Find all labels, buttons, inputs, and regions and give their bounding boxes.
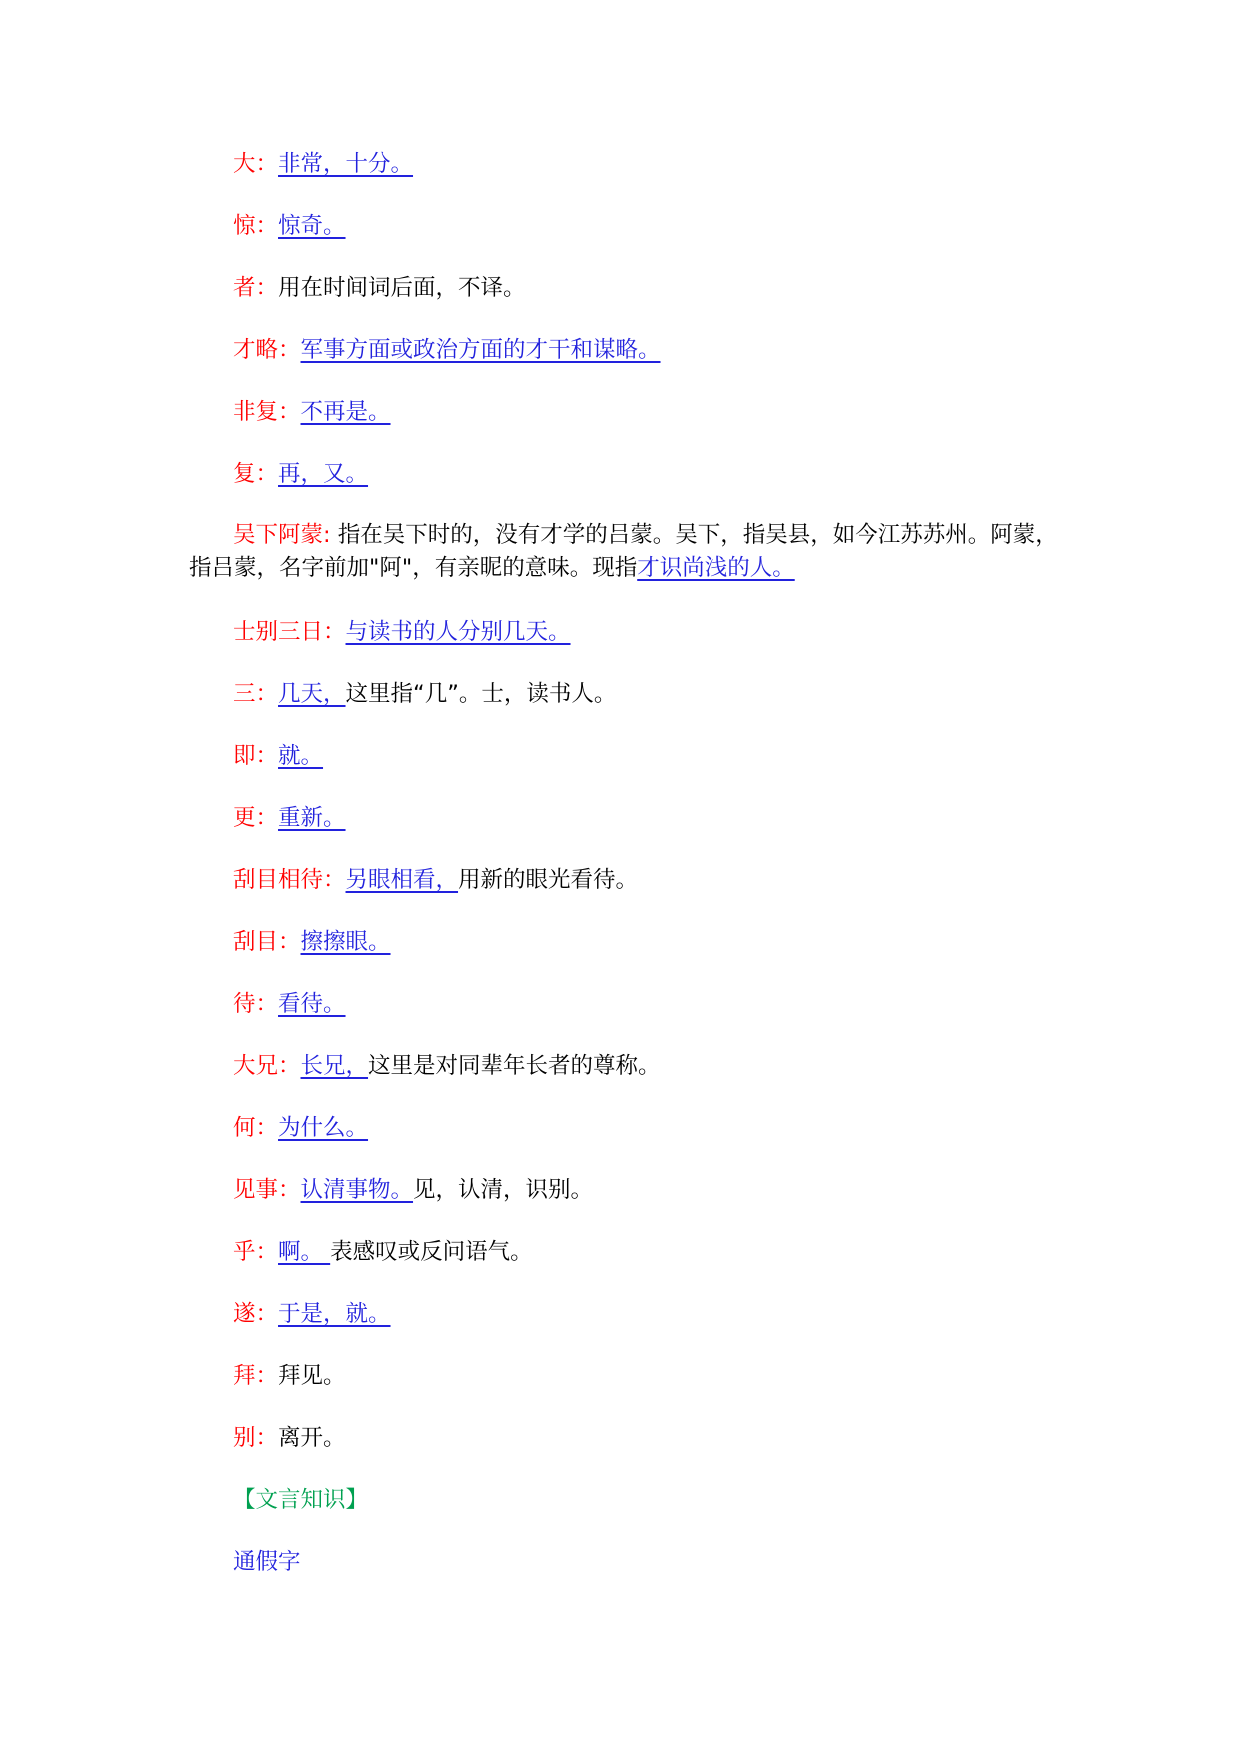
definition-link[interactable]: 军事方面或政治方面的才干和谋略。 <box>300 337 661 363</box>
term: 刮目： <box>233 929 301 955</box>
definition-text: 指在吴下时的，没有才学的吕蒙。吴下，指吴县，如今江苏苏州。阿蒙，指吕蒙，名字前加"阿"，有亲昵的意味。现指 <box>189 522 1058 581</box>
term: 士别三日： <box>233 619 346 645</box>
definition-text: 拜见。 <box>278 1363 346 1389</box>
definition-link[interactable]: 认清事物。 <box>300 1177 414 1203</box>
term: 待： <box>233 991 279 1017</box>
entry-wuxiameng <box>189 519 1069 585</box>
entry-sui <box>233 1298 391 1330</box>
term: 者： <box>233 275 279 301</box>
entry-jing <box>233 210 346 242</box>
definition-text: 离开。 <box>278 1425 346 1451</box>
term: 非复： <box>233 399 301 425</box>
entry-san <box>233 678 616 710</box>
term: 大兄： <box>233 1053 301 1079</box>
definition-link[interactable]: 长兄， <box>300 1053 369 1079</box>
term: 何： <box>233 1115 279 1141</box>
entry-cailue <box>233 334 661 366</box>
definition-link[interactable]: 就。 <box>278 743 324 769</box>
entry-shibiesanri <box>233 616 571 648</box>
term: 即： <box>233 743 279 769</box>
entry-zhe <box>233 272 526 304</box>
term: 大： <box>233 151 279 177</box>
term: 惊： <box>233 213 279 239</box>
definition-link[interactable]: 非常，十分。 <box>278 151 414 177</box>
definition-text: 这里指“几”。士，读书人。 <box>345 681 617 707</box>
definition-text: 用新的眼光看待。 <box>458 867 639 893</box>
definition-link[interactable]: 惊奇。 <box>278 213 346 239</box>
definition-text: 见，认清，识别。 <box>413 1177 594 1203</box>
section-heading: 【文言知识】 <box>233 1487 369 1513</box>
entry-fu <box>233 458 368 490</box>
term: 吴下阿蒙: <box>233 522 331 548</box>
term: 见事： <box>233 1177 301 1203</box>
definition-text: 这里是对同辈年长者的尊称。 <box>368 1053 661 1079</box>
term: 三： <box>233 681 279 707</box>
entry-daxiong <box>233 1050 661 1082</box>
definition-link[interactable]: 于是，就。 <box>278 1301 391 1327</box>
definition-text: 用在时间词后面，不译。 <box>278 275 526 301</box>
term: 刮目相待： <box>233 867 346 893</box>
entry-dai <box>233 988 346 1020</box>
definition-link[interactable]: 擦擦眼。 <box>300 929 391 955</box>
definition-link[interactable]: 再，又。 <box>278 461 369 487</box>
entry-guamu <box>233 926 391 958</box>
definition-link[interactable]: 与读书的人分别几天。 <box>345 619 571 645</box>
entry-he <box>233 1112 368 1144</box>
definition-link[interactable]: 啊。 <box>278 1239 331 1265</box>
entry-feifu <box>233 396 391 428</box>
entry-geng <box>233 802 346 834</box>
term: 乎： <box>233 1239 279 1265</box>
term: 别： <box>233 1425 279 1451</box>
definition-link[interactable]: 重新。 <box>278 805 346 831</box>
term: 更： <box>233 805 279 831</box>
term: 遂： <box>233 1301 279 1327</box>
entry-jianshi <box>233 1174 593 1206</box>
entry-da <box>233 148 413 180</box>
definition-link[interactable]: 不再是。 <box>300 399 391 425</box>
entry-ji <box>233 740 323 772</box>
term: 拜： <box>233 1363 279 1389</box>
definition-link[interactable]: 看待。 <box>278 991 346 1017</box>
definition-link[interactable]: 才识尚浅的人。 <box>637 555 795 581</box>
definition-text: 表感叹或反问语气。 <box>330 1239 533 1265</box>
entry-bai <box>233 1360 346 1392</box>
term: 才略： <box>233 337 301 363</box>
entry-hu <box>233 1236 533 1268</box>
entry-guamuxiangdai <box>233 864 638 896</box>
definition-link[interactable]: 几天， <box>278 681 346 707</box>
definition-link[interactable]: 另眼相看， <box>345 867 459 893</box>
entry-bie <box>233 1422 346 1454</box>
term: 复： <box>233 461 279 487</box>
definition-link[interactable]: 为什么。 <box>278 1115 369 1141</box>
subheading: 通假字 <box>233 1549 301 1575</box>
